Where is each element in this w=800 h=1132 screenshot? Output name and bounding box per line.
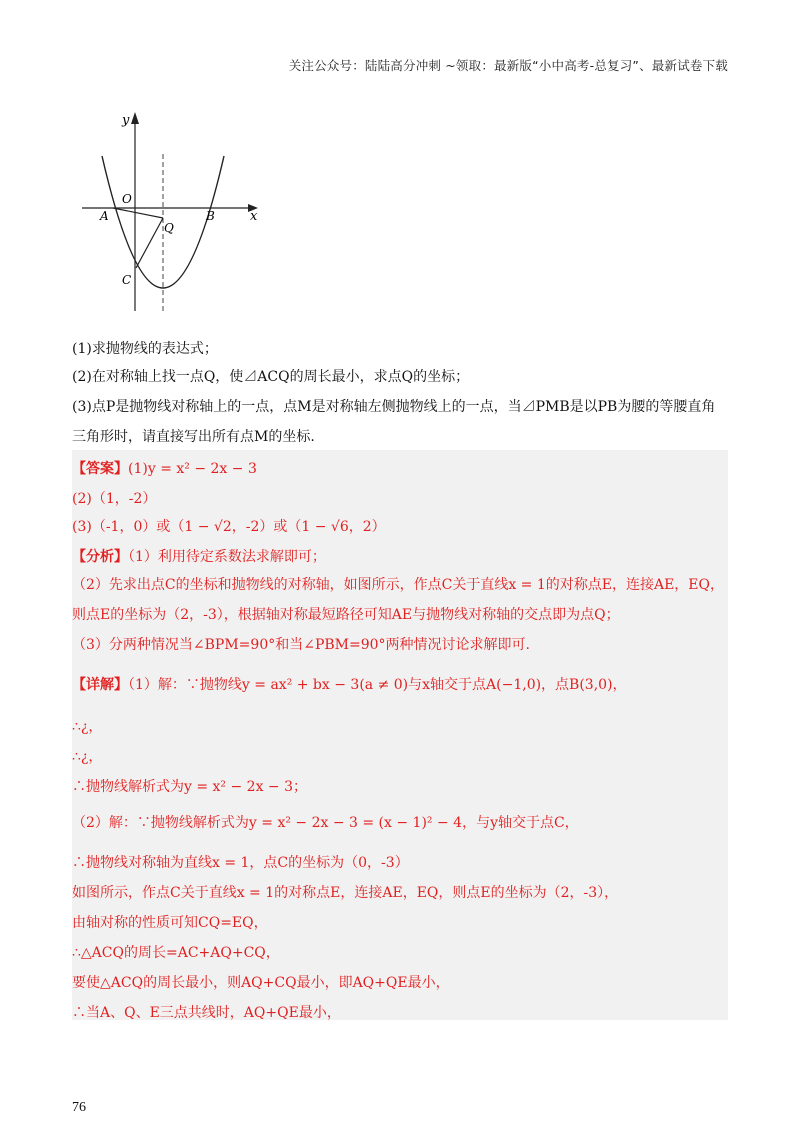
analysis-line-1 [72, 548, 326, 566]
label-o: O [122, 192, 132, 206]
detail-4: ∴抛物线解析式为y = x² − 2x − 3； [72, 779, 308, 795]
detail-2: ∴¿， [72, 719, 103, 735]
detail-11: ∴当A、Q、E三点共线时，AQ+QE最小， [72, 1005, 341, 1021]
detail-6: ∴抛物线对称轴为直线x = 1，点C的坐标为（0，-3） [72, 855, 409, 871]
label-c: C [122, 273, 132, 287]
analysis-1: （1）利用待定系数法求解即可； [128, 549, 326, 565]
question-3-cont: 三角形时，请直接写出所有点M的坐标. [72, 429, 315, 445]
analysis-4: （3）分两种情况当∠BPM=90°和当∠PBM=90°两种情况讨论求解即可. [72, 637, 530, 653]
answer-line-1 [72, 460, 257, 478]
parabola-graph [80, 108, 270, 313]
detail-1: （1）解：∵抛物线y = ax² + bx − 3(a ≠ 0)与x轴交于点A(−1,0)，点B(3,0)， [128, 677, 627, 693]
detail-tag: 【详解】 [72, 677, 128, 693]
answer-3: (3)（-1，0）或（1 − √2，-2）或（1 − √6，2） [72, 519, 386, 535]
label-y: y [122, 113, 130, 128]
label-x: x [250, 209, 258, 224]
question-3: (3)点P是抛物线对称轴上的一点，点M是对称轴左侧抛物线上的一点，当⊿PMB是以PB为腰的等腰直角 [72, 399, 716, 415]
y-axis-arrow [131, 112, 139, 124]
segment-aq [113, 208, 163, 218]
question-2: (2)在对称轴上找一点Q，使⊿ACQ的周长最小，求点Q的坐标； [72, 369, 470, 385]
answer-2: (2)（1，-2） [72, 491, 157, 507]
label-q: Q [164, 221, 174, 235]
detail-10: 要使△ACQ的周长最小，则AQ+CQ最小，即AQ+QE最小， [72, 975, 450, 991]
segment-qc [136, 218, 163, 268]
answer-1: (1)y = x² − 2x − 3 [128, 461, 257, 477]
parabola-figure [80, 108, 270, 313]
page-header: 关注公众号：陆陆高分冲刺 ~领取：最新版“小中高考-总复习”、最新试卷下载 [288, 58, 728, 73]
detail-5: （2）解：∵抛物线解析式为y = x² − 2x − 3 = (x − 1)² − 4，与y轴交于点C， [72, 815, 579, 831]
answer-tag: 【答案】 [72, 461, 128, 477]
detail-line-1 [72, 676, 627, 694]
label-a: A [100, 209, 109, 223]
detail-9: ∴△ACQ的周长=AC+AQ+CQ， [72, 945, 280, 961]
detail-7: 如图所示，作点C关于直线x = 1的对称点E，连接AE，EQ，则点E的坐标为（2，-3）， [72, 885, 619, 901]
detail-3: ∴¿， [72, 749, 103, 765]
detail-8: 由轴对称的性质可知CQ=EQ， [72, 915, 268, 931]
page-number: 76 [72, 1100, 86, 1115]
analysis-3: 则点E的坐标为（2，-3），根据轴对称最短路径可知AE与抛物线对称轴的交点即为点Q； [72, 607, 620, 623]
analysis-2: （2）先求出点C的坐标和抛物线的对称轴，如图所示，作点C关于直线x = 1的对称点E，连接AE，EQ， [72, 577, 725, 593]
analysis-tag: 【分析】 [72, 549, 128, 565]
question-1: (1)求抛物线的表达式； [72, 341, 218, 357]
label-b: B [206, 209, 215, 223]
